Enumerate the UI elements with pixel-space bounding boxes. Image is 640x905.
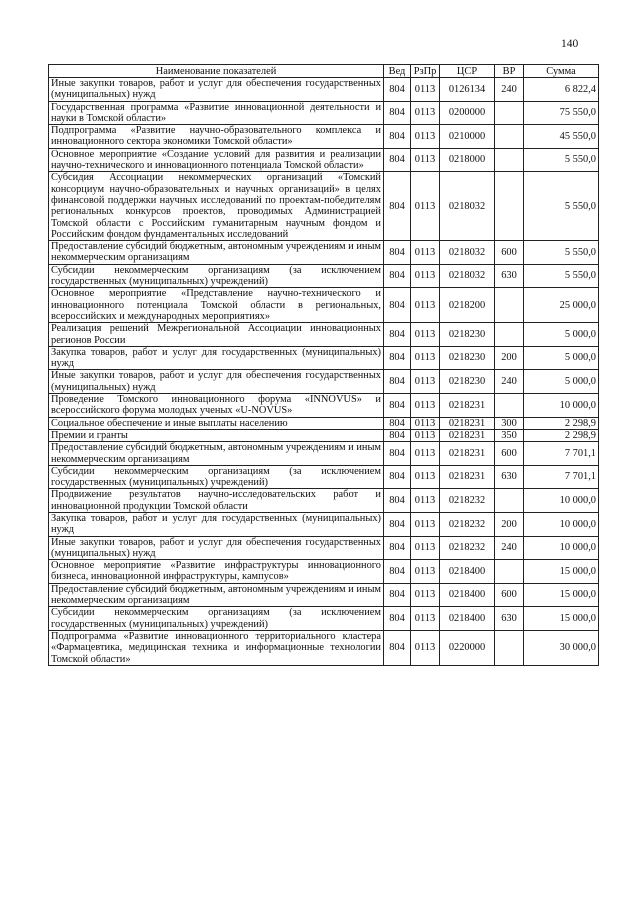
- row-rzpr-cell: 0113: [411, 370, 440, 394]
- table-row: [49, 323, 599, 347]
- row-ved-cell: 804: [384, 264, 411, 288]
- row-name-cell: Иные закупки товаров, работ и услуг для обеспечения государственных (муниципальных) нужд: [49, 78, 384, 102]
- table-row: [49, 512, 599, 536]
- table-row: [49, 536, 599, 560]
- row-vr-cell: 240: [495, 536, 524, 560]
- table-row: [49, 172, 599, 241]
- row-csr-cell: 0218232: [440, 512, 495, 536]
- row-csr-cell: 0218032: [440, 241, 495, 265]
- row-vr-cell: 630: [495, 264, 524, 288]
- row-sum-cell: 25 000,0: [524, 288, 599, 323]
- row-ved-cell: 804: [384, 583, 411, 607]
- row-name-cell: Подпрограмма «Развитие инновационного территориального кластера «Фармацевтика, медицинская техника и информационные технологии Томской области»: [49, 630, 384, 665]
- table-row: [49, 78, 599, 102]
- row-sum-cell: 7 701,1: [524, 465, 599, 489]
- row-name-cell: Закупка товаров, работ и услуг для государственных (муниципальных) нужд: [49, 346, 384, 370]
- row-rzpr-cell: 0113: [411, 78, 440, 102]
- table-row: [49, 264, 599, 288]
- row-csr-cell: 0210000: [440, 125, 495, 149]
- row-name-cell: Премии и гранты: [49, 429, 384, 441]
- row-vr-cell: 240: [495, 78, 524, 102]
- row-csr-cell: 0218230: [440, 370, 495, 394]
- header-ved: Вед: [384, 65, 411, 78]
- table-body: [49, 78, 599, 666]
- row-ved-cell: 804: [384, 323, 411, 347]
- row-vr-cell: 600: [495, 442, 524, 466]
- row-csr-cell: 0218232: [440, 536, 495, 560]
- header-sum: Сумма: [524, 65, 599, 78]
- row-rzpr-cell: 0113: [411, 148, 440, 172]
- row-vr-cell: [495, 560, 524, 584]
- row-rzpr-cell: 0113: [411, 101, 440, 125]
- row-vr-cell: [495, 394, 524, 418]
- row-csr-cell: 0218032: [440, 172, 495, 241]
- row-sum-cell: 15 000,0: [524, 607, 599, 631]
- row-sum-cell: 30 000,0: [524, 630, 599, 665]
- row-rzpr-cell: 0113: [411, 264, 440, 288]
- row-vr-cell: [495, 101, 524, 125]
- row-vr-cell: 240: [495, 370, 524, 394]
- row-vr-cell: [495, 172, 524, 241]
- row-name-cell: Субсидии некоммерческим организациям (за исключением государственных (муниципальных) учреждений): [49, 264, 384, 288]
- table-header-row: [49, 65, 599, 78]
- row-name-cell: Субсидия Ассоциации некоммерческих организаций «Томский консорциум научно-образовательных и научных организаций» в целях финансовой поддержки научных исследований по проектам-победителям региональных конкурсов проектов, проводимых Администрацией Томской области с Российским гуманитарным научным фондом и Российским фондом фундаментальных исследований: [49, 172, 384, 241]
- row-rzpr-cell: 0113: [411, 241, 440, 265]
- row-vr-cell: [495, 288, 524, 323]
- row-ved-cell: 804: [384, 512, 411, 536]
- row-name-cell: Государственная программа «Развитие инновационной деятельности и науки в Томской области»: [49, 101, 384, 125]
- row-sum-cell: 5 550,0: [524, 148, 599, 172]
- row-sum-cell: 5 550,0: [524, 172, 599, 241]
- row-vr-cell: [495, 630, 524, 665]
- row-sum-cell: 10 000,0: [524, 489, 599, 513]
- table-row: [49, 346, 599, 370]
- row-vr-cell: 300: [495, 417, 524, 429]
- row-name-cell: Закупка товаров, работ и услуг для государственных (муниципальных) нужд: [49, 512, 384, 536]
- row-name-cell: Предоставление субсидий бюджетным, автономным учреждениям и иным некоммерческим организациям: [49, 583, 384, 607]
- row-csr-cell: 0218231: [440, 417, 495, 429]
- row-rzpr-cell: 0113: [411, 489, 440, 513]
- row-vr-cell: [495, 323, 524, 347]
- row-vr-cell: 600: [495, 583, 524, 607]
- row-rzpr-cell: 0113: [411, 536, 440, 560]
- row-name-cell: Основное мероприятие «Представление научно-технического и инновационного потенциала Томской области в региональных, всероссийских и международных мероприятиях»: [49, 288, 384, 323]
- table-row: [49, 241, 599, 265]
- header-name: Наименование показателей: [49, 65, 384, 78]
- row-ved-cell: 804: [384, 429, 411, 441]
- row-name-cell: Реализация решений Межрегиональной Ассоциации инновационных регионов России: [49, 323, 384, 347]
- row-sum-cell: 15 000,0: [524, 560, 599, 584]
- table-row: [49, 442, 599, 466]
- row-name-cell: Социальное обеспечение и иные выплаты населению: [49, 417, 384, 429]
- header-rzpr: РзПр: [411, 65, 440, 78]
- row-ved-cell: 804: [384, 346, 411, 370]
- row-vr-cell: 600: [495, 241, 524, 265]
- row-vr-cell: 200: [495, 512, 524, 536]
- row-sum-cell: 75 550,0: [524, 101, 599, 125]
- row-sum-cell: 7 701,1: [524, 442, 599, 466]
- table-row: [49, 394, 599, 418]
- budget-table: [48, 64, 599, 666]
- table-row: [49, 583, 599, 607]
- row-csr-cell: 0218400: [440, 607, 495, 631]
- row-csr-cell: 0218231: [440, 465, 495, 489]
- row-vr-cell: 630: [495, 607, 524, 631]
- row-csr-cell: 0218400: [440, 583, 495, 607]
- row-sum-cell: 2 298,9: [524, 417, 599, 429]
- row-rzpr-cell: 0113: [411, 442, 440, 466]
- row-vr-cell: [495, 148, 524, 172]
- row-csr-cell: 0218230: [440, 323, 495, 347]
- row-rzpr-cell: 0113: [411, 172, 440, 241]
- table-row: [49, 607, 599, 631]
- row-rzpr-cell: 0113: [411, 607, 440, 631]
- row-name-cell: Субсидии некоммерческим организациям (за исключением государственных (муниципальных) учреждений): [49, 465, 384, 489]
- row-vr-cell: 630: [495, 465, 524, 489]
- row-ved-cell: 804: [384, 241, 411, 265]
- row-sum-cell: 5 000,0: [524, 323, 599, 347]
- row-csr-cell: 0218231: [440, 394, 495, 418]
- row-name-cell: Подпрограмма «Развитие научно-образовательного комплекса и инновационного сектора экономики Томской области»: [49, 125, 384, 149]
- row-rzpr-cell: 0113: [411, 630, 440, 665]
- row-sum-cell: 5 000,0: [524, 346, 599, 370]
- row-sum-cell: 5 550,0: [524, 264, 599, 288]
- row-ved-cell: 804: [384, 288, 411, 323]
- table-row: [49, 489, 599, 513]
- row-csr-cell: 0200000: [440, 101, 495, 125]
- row-ved-cell: 804: [384, 442, 411, 466]
- row-name-cell: Основное мероприятие «Создание условий для развития и реализации научно-технического и инновационного потенциала Томской области»: [49, 148, 384, 172]
- row-sum-cell: 15 000,0: [524, 583, 599, 607]
- table-row: [49, 125, 599, 149]
- table-row: [49, 417, 599, 429]
- row-csr-cell: 0218230: [440, 346, 495, 370]
- row-csr-cell: 0220000: [440, 630, 495, 665]
- row-ved-cell: 804: [384, 560, 411, 584]
- row-csr-cell: 0218231: [440, 442, 495, 466]
- row-ved-cell: 804: [384, 536, 411, 560]
- row-sum-cell: 5 000,0: [524, 370, 599, 394]
- row-rzpr-cell: 0113: [411, 560, 440, 584]
- row-csr-cell: 0218400: [440, 560, 495, 584]
- row-name-cell: Продвижение результатов научно-исследовательских работ и инновационной продукции Томской области: [49, 489, 384, 513]
- row-rzpr-cell: 0113: [411, 465, 440, 489]
- row-rzpr-cell: 0113: [411, 346, 440, 370]
- row-sum-cell: 2 298,9: [524, 429, 599, 441]
- row-name-cell: Предоставление субсидий бюджетным, автономным учреждениям и иным некоммерческим организациям: [49, 241, 384, 265]
- row-vr-cell: [495, 125, 524, 149]
- table-row: [49, 465, 599, 489]
- row-ved-cell: 804: [384, 172, 411, 241]
- table-row: [49, 101, 599, 125]
- row-name-cell: Иные закупки товаров, работ и услуг для обеспечения государственных (муниципальных) нужд: [49, 536, 384, 560]
- row-csr-cell: 0126134: [440, 78, 495, 102]
- row-csr-cell: 0218200: [440, 288, 495, 323]
- row-ved-cell: 804: [384, 370, 411, 394]
- row-ved-cell: 804: [384, 630, 411, 665]
- table-row: [49, 630, 599, 665]
- row-ved-cell: 804: [384, 148, 411, 172]
- row-ved-cell: 804: [384, 489, 411, 513]
- row-rzpr-cell: 0113: [411, 583, 440, 607]
- row-csr-cell: 0218232: [440, 489, 495, 513]
- row-sum-cell: 6 822,4: [524, 78, 599, 102]
- row-sum-cell: 5 550,0: [524, 241, 599, 265]
- row-rzpr-cell: 0113: [411, 125, 440, 149]
- row-csr-cell: 0218032: [440, 264, 495, 288]
- row-ved-cell: 804: [384, 607, 411, 631]
- row-ved-cell: 804: [384, 125, 411, 149]
- row-vr-cell: 200: [495, 346, 524, 370]
- header-csr: ЦСР: [440, 65, 495, 78]
- row-name-cell: Иные закупки товаров, работ и услуг для обеспечения государственных (муниципальных) нужд: [49, 370, 384, 394]
- page-number: 140: [561, 38, 579, 50]
- row-name-cell: Субсидии некоммерческим организациям (за исключением государственных (муниципальных) учреждений): [49, 607, 384, 631]
- row-rzpr-cell: 0113: [411, 429, 440, 441]
- row-rzpr-cell: 0113: [411, 417, 440, 429]
- row-rzpr-cell: 0113: [411, 394, 440, 418]
- row-csr-cell: 0218000: [440, 148, 495, 172]
- row-rzpr-cell: 0113: [411, 323, 440, 347]
- row-sum-cell: 45 550,0: [524, 125, 599, 149]
- row-name-cell: Проведение Томского инновационного форума «INNOVUS» и всероссийского форума молодых ученых «U-NOVUS»: [49, 394, 384, 418]
- row-ved-cell: 804: [384, 465, 411, 489]
- table-row: [49, 148, 599, 172]
- row-ved-cell: 804: [384, 101, 411, 125]
- row-rzpr-cell: 0113: [411, 512, 440, 536]
- table-row: [49, 288, 599, 323]
- row-name-cell: Предоставление субсидий бюджетным, автономным учреждениям и иным некоммерческим организациям: [49, 442, 384, 466]
- row-sum-cell: 10 000,0: [524, 536, 599, 560]
- row-name-cell: Основное мероприятие «Развитие инфраструктуры инновационного бизнеса, инновационной инфраструктуры, кампусов»: [49, 560, 384, 584]
- row-csr-cell: 0218231: [440, 429, 495, 441]
- table-row: [49, 560, 599, 584]
- row-sum-cell: 10 000,0: [524, 512, 599, 536]
- row-vr-cell: [495, 489, 524, 513]
- row-ved-cell: 804: [384, 394, 411, 418]
- row-vr-cell: 350: [495, 429, 524, 441]
- row-ved-cell: 804: [384, 417, 411, 429]
- row-sum-cell: 10 000,0: [524, 394, 599, 418]
- row-ved-cell: 804: [384, 78, 411, 102]
- row-rzpr-cell: 0113: [411, 288, 440, 323]
- table-row: [49, 429, 599, 441]
- table-row: [49, 370, 599, 394]
- header-vr: ВР: [495, 65, 524, 78]
